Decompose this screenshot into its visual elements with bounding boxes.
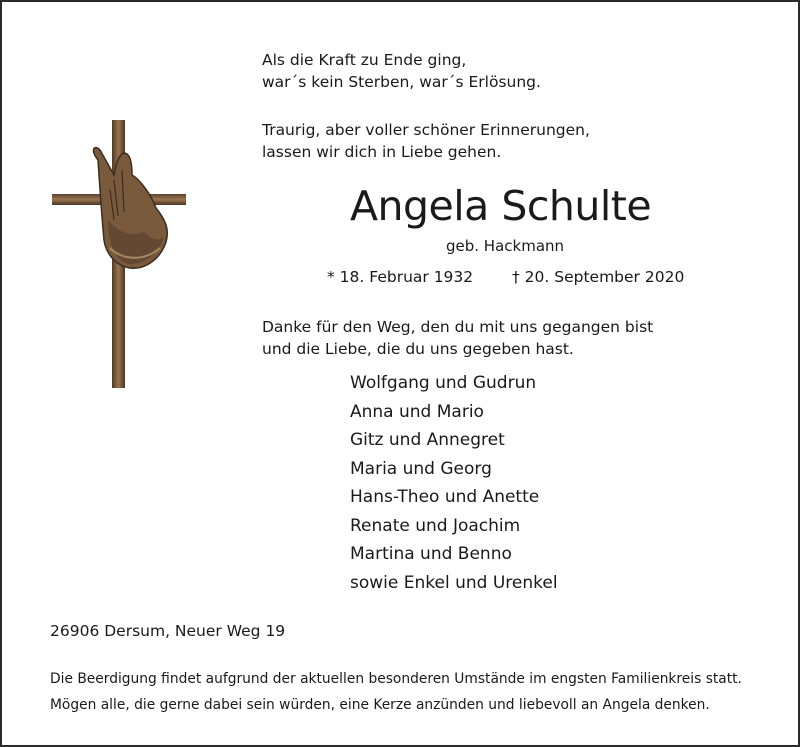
- thanks-line-1: Danke für den Weg, den du mit uns gegangen bist: [262, 318, 654, 336]
- maiden-name: geb. Hackmann: [446, 237, 565, 255]
- family-member: Hans-Theo und Anette: [350, 487, 540, 507]
- poem-middle: [262, 119, 590, 163]
- poem-top-line-1: Als die Kraft zu Ende ging,: [262, 51, 467, 69]
- poem-top: [262, 49, 541, 93]
- family-member: Martina und Benno: [350, 544, 512, 564]
- thanks-text: [262, 316, 653, 360]
- birth-date: * 18. Februar 1932: [327, 268, 474, 286]
- family-member: Wolfgang und Gudrun: [350, 373, 537, 393]
- thanks-line-2: und die Liebe, die du uns gegeben hast.: [262, 340, 574, 358]
- family-member: Maria und Georg: [350, 458, 492, 479]
- deceased-name: Angela Schulte: [350, 182, 652, 230]
- notice-line-2: Mögen alle, die gerne dabei sein würden, eine Kerze anzünden und liebevoll an Angela denken.: [50, 697, 710, 713]
- family-member: sowie Enkel und Urenkel: [350, 572, 558, 593]
- death-date: † 20. September 2020: [512, 268, 685, 286]
- family-member: Renate und Joachim: [350, 515, 521, 536]
- poem-top-line-2: war´s kein Sterben, war´s Erlösung.: [262, 73, 541, 91]
- family-member: Gitz und Annegret: [350, 430, 505, 450]
- funeral-notice: [50, 666, 742, 718]
- poem-mid-line-1: Traurig, aber voller schöner Erinnerungen,: [262, 121, 590, 139]
- family-list: [350, 369, 558, 597]
- notice-line-1: Die Beerdigung findet aufgrund der aktuellen besonderen Umstände im engsten Familienkreis statt.: [50, 671, 742, 687]
- poem-mid-line-2: lassen wir dich in Liebe gehen.: [262, 143, 502, 161]
- address: 26906 Dersum, Neuer Weg 19: [50, 622, 286, 640]
- family-member: Anna und Mario: [350, 401, 484, 422]
- cross-with-praying-hands-icon: [52, 120, 188, 390]
